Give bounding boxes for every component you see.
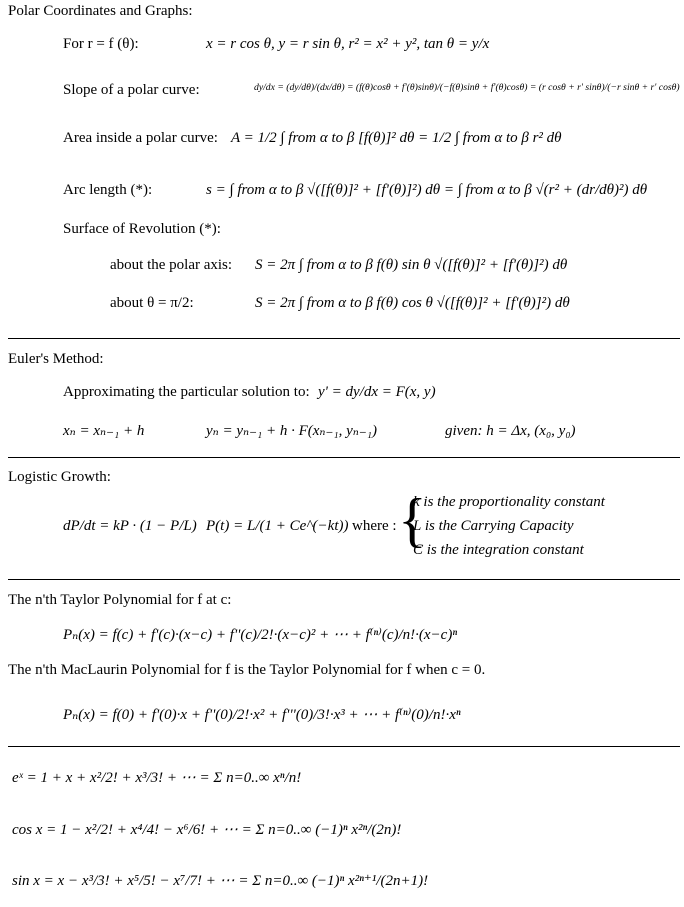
left-brace: { (398, 487, 427, 553)
euler-given: given: h = Δx, (x₀, y₀) (445, 423, 576, 439)
theta-formula: S = 2π ∫ from α to β f(θ) cos θ √([f(θ)]² + [f'(θ)]²) dθ (255, 295, 570, 311)
taylor-formula: Pₙ(x) = f(c) + f'(c)·(x−c) + f''(c)/2!·(x−c)² + ⋯ + f⁽ⁿ⁾(c)/n!·(x−c)ⁿ (63, 627, 458, 643)
euler-yn: yₙ = yₙ₋₁ + h · F(xₙ₋₁, yₙ₋₁) (206, 423, 377, 439)
l-text: L is the Carrying Capacity (413, 518, 574, 534)
logistic-solution: P(t) = L/(1 + Ce^(−kt)) (206, 518, 349, 534)
euler-xn: xₙ = xₙ₋₁ + h (63, 423, 145, 439)
area-formula: A = 1/2 ∫ from α to β [f(θ)]² dθ = 1/2 ∫ from α to β r² dθ (231, 130, 562, 146)
surface-label: Surface of Revolution (*): (63, 221, 221, 237)
euler-approx-label: Approximating the particular solution to: (63, 384, 310, 400)
divider (8, 579, 680, 580)
euler-title: Euler's Method: (8, 351, 104, 367)
area-label: Area inside a polar curve: (63, 130, 218, 146)
polar-axis-formula: S = 2π ∫ from α to β f(θ) sin θ √([f(θ)]² + [f'(θ)]²) dθ (255, 257, 568, 273)
divider (8, 457, 680, 458)
where-label: where : (352, 518, 397, 534)
polar-title: Polar Coordinates and Graphs: (8, 3, 193, 19)
for-label: For r = f (θ): (63, 36, 139, 52)
logistic-title: Logistic Growth: (8, 469, 111, 485)
divider (8, 746, 680, 747)
maclaurin-title: The n'th MacLaurin Polynomial for f is the Taylor Polynomial for f when c = 0. (8, 662, 486, 678)
theta-label: about θ = π/2: (110, 295, 194, 311)
arc-length-formula: s = ∫ from α to β √([f(θ)]² + [f'(θ)]²) dθ = ∫ from α to β √(r² + (dr/dθ)²) dθ (206, 182, 648, 198)
taylor-title: The n'th Taylor Polynomial for f at c: (8, 592, 232, 608)
arc-length-label: Arc length (*): (63, 182, 153, 198)
divider (8, 338, 680, 339)
sin-series: sin x = x − x³/3! + x⁵/5! − x⁷/7! + ⋯ = Σ n=0..∞ (−1)ⁿ x²ⁿ⁺¹/(2n+1)! (12, 873, 429, 889)
conversion-formula: x = r cos θ, y = r sin θ, r² = x² + y², tan θ = y/x (206, 36, 490, 52)
maclaurin-formula: Pₙ(x) = f(0) + f'(0)·x + f''(0)/2!·x² + f'''(0)/3!·x³ + ⋯ + f⁽ⁿ⁾(0)/n!·xⁿ (63, 707, 461, 723)
logistic-de: dP/dt = kP · (1 − P/L) (63, 518, 197, 534)
polar-axis-label: about the polar axis: (110, 257, 233, 273)
slope-formula: dy/dx = (dy/dθ)/(dx/dθ) = (f(θ)cosθ + f'(θ)sinθ)/(−f(θ)sinθ + f'(θ)cosθ) = (r cosθ + r' sinθ)/(−r sinθ + r' cosθ) (254, 82, 680, 93)
cos-series: cos x = 1 − x²/2! + x⁴/4! − x⁶/6! + ⋯ = Σ n=0..∞ (−1)ⁿ x²ⁿ/(2n)! (12, 822, 402, 838)
euler-approx-formula: y' = dy/dx = F(x, y) (318, 384, 436, 400)
exp-series: eˣ = 1 + x + x²/2! + x³/3! + ⋯ = Σ n=0..∞ xⁿ/n! (12, 770, 302, 786)
slope-label: Slope of a polar curve: (63, 82, 200, 98)
k-text: k is the proportionality constant (413, 494, 605, 510)
c-text: C is the integration constant (413, 542, 584, 558)
